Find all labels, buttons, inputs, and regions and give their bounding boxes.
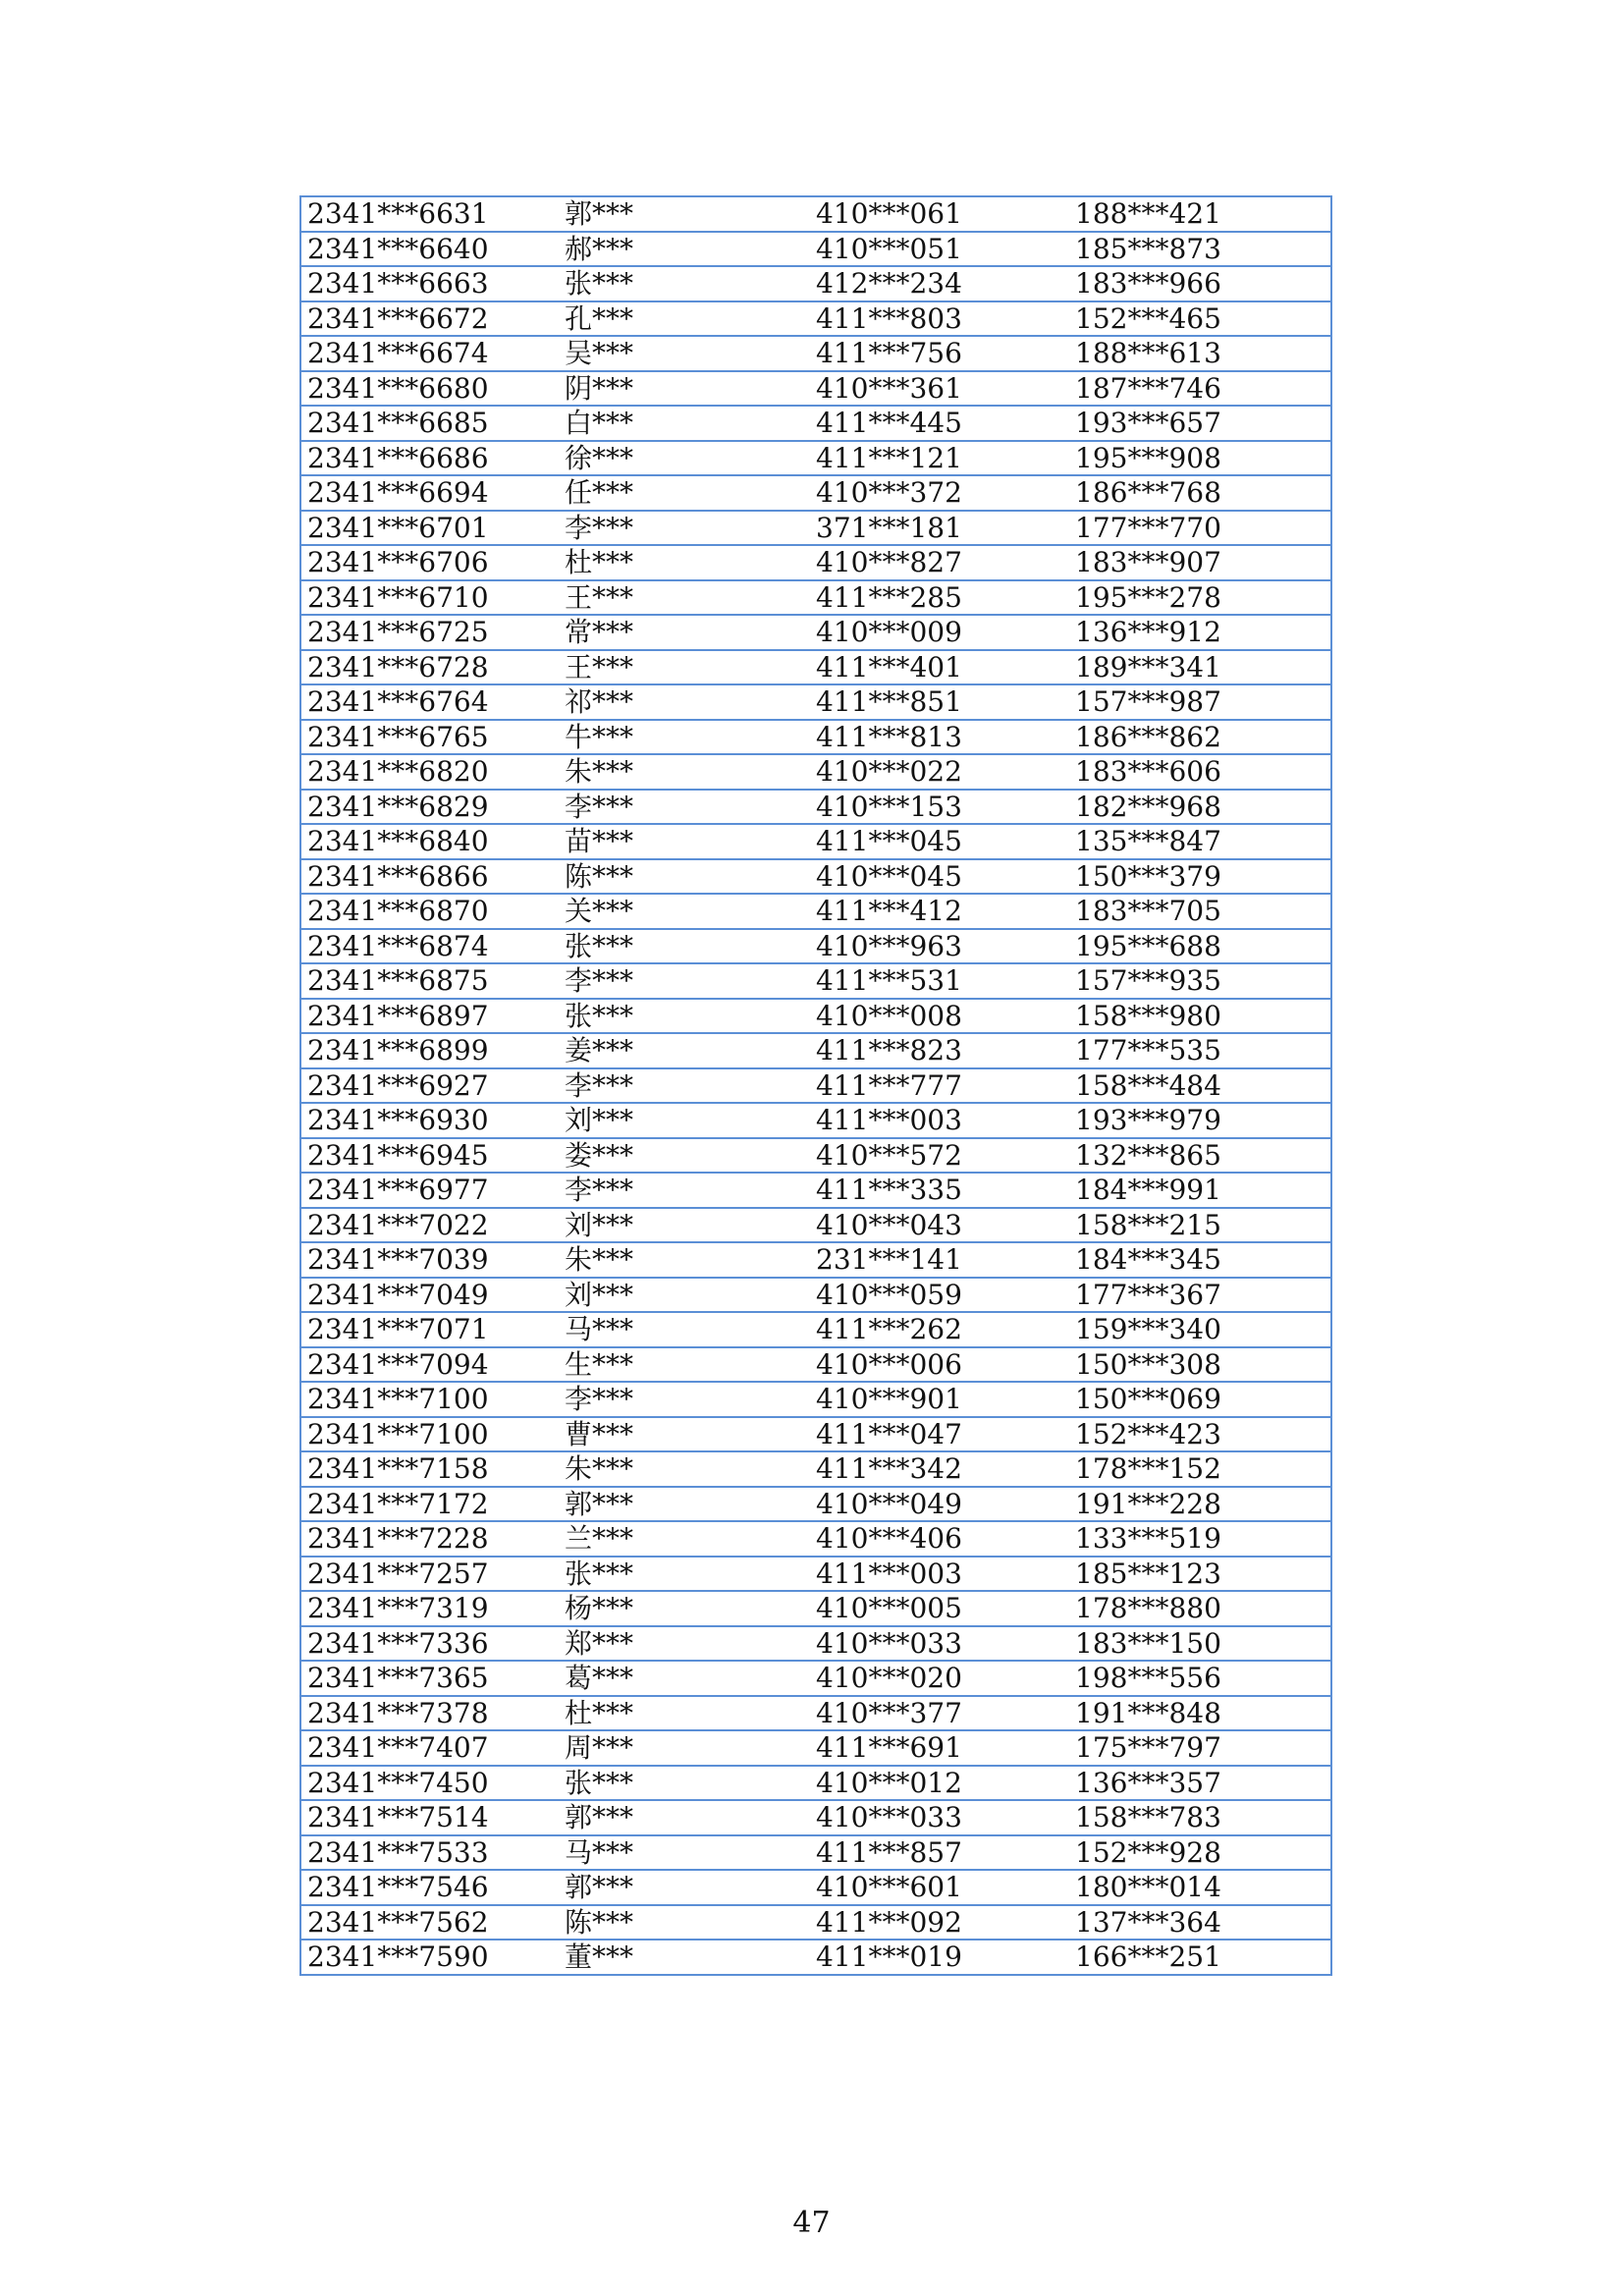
table-row [300,1487,1331,1522]
table-row [300,1766,1331,1801]
id-number-cell: 411***262 [810,1312,1069,1347]
id-number-cell: 410***361 [810,371,1069,407]
phone-cell: 193***657 [1069,406,1331,441]
phone-cell: 137***364 [1069,1905,1331,1941]
phone-cell: 185***873 [1069,232,1331,267]
table-row [300,1557,1331,1592]
student-id-cell: 2341***6866 [300,859,559,895]
student-id-cell: 2341***6686 [300,441,559,476]
phone-cell: 150***308 [1069,1347,1331,1383]
table-row [300,441,1331,476]
table-row [300,754,1331,790]
table-row [300,1870,1331,1905]
phone-cell: 159***340 [1069,1312,1331,1347]
student-id-cell: 2341***6870 [300,894,559,929]
phone-cell: 135***847 [1069,824,1331,859]
id-number-cell: 410***051 [810,232,1069,267]
student-id-cell: 2341***7049 [300,1278,559,1313]
phone-cell: 180***014 [1069,1870,1331,1905]
student-id-cell: 2341***6725 [300,615,559,650]
name-cell: 孔*** [559,301,810,337]
student-id-cell: 2341***7546 [300,1870,559,1905]
phone-cell: 178***880 [1069,1591,1331,1626]
phone-cell: 186***862 [1069,720,1331,755]
table-row [300,1347,1331,1383]
id-number-cell: 410***601 [810,1870,1069,1905]
id-number-cell: 411***335 [810,1173,1069,1208]
name-cell: 郝*** [559,232,810,267]
student-id-cell: 2341***6631 [300,196,559,232]
phone-cell: 195***688 [1069,929,1331,964]
table-row [300,1835,1331,1871]
name-cell: 王*** [559,650,810,685]
table-row [300,1417,1331,1452]
id-number-cell: 410***006 [810,1347,1069,1383]
student-id-cell: 2341***7450 [300,1766,559,1801]
student-id-cell: 2341***7407 [300,1730,559,1766]
name-cell: 朱*** [559,1242,810,1278]
id-number-cell: 410***049 [810,1487,1069,1522]
table-row [300,615,1331,650]
student-id-cell: 2341***6840 [300,824,559,859]
table-row [300,266,1331,301]
id-number-cell: 411***047 [810,1417,1069,1452]
student-id-cell: 2341***7336 [300,1626,559,1662]
id-number-cell: 411***823 [810,1033,1069,1068]
phone-cell: 150***069 [1069,1382,1331,1417]
id-number-cell: 411***045 [810,824,1069,859]
name-cell: 陈*** [559,1905,810,1941]
id-number-cell: 411***857 [810,1835,1069,1871]
name-cell: 张*** [559,999,810,1034]
id-number-cell: 231***141 [810,1242,1069,1278]
phone-cell: 157***987 [1069,684,1331,720]
name-cell: 祁*** [559,684,810,720]
phone-cell: 158***980 [1069,999,1331,1034]
table-row [300,580,1331,616]
name-cell: 周*** [559,1730,810,1766]
id-number-cell: 411***445 [810,406,1069,441]
name-cell: 葛*** [559,1661,810,1696]
student-id-cell: 2341***6977 [300,1173,559,1208]
name-cell: 兰*** [559,1521,810,1557]
name-cell: 杜*** [559,545,810,580]
phone-cell: 158***783 [1069,1800,1331,1835]
name-cell: 阴*** [559,371,810,407]
id-number-cell: 411***342 [810,1451,1069,1487]
phone-cell: 157***935 [1069,963,1331,999]
table-row [300,1661,1331,1696]
phone-cell: 191***228 [1069,1487,1331,1522]
name-cell: 张*** [559,266,810,301]
name-cell: 常*** [559,615,810,650]
name-cell: 郭*** [559,1800,810,1835]
name-cell: 苗*** [559,824,810,859]
student-id-cell: 2341***7158 [300,1451,559,1487]
student-id-cell: 2341***6765 [300,720,559,755]
table-row [300,929,1331,964]
name-cell: 郑*** [559,1626,810,1662]
table-row [300,1208,1331,1243]
id-number-cell: 410***963 [810,929,1069,964]
table-row [300,232,1331,267]
id-number-cell: 411***851 [810,684,1069,720]
phone-cell: 152***465 [1069,301,1331,337]
id-number-cell: 410***059 [810,1278,1069,1313]
id-number-cell: 410***045 [810,859,1069,895]
student-id-cell: 2341***6829 [300,790,559,825]
name-cell: 李*** [559,1173,810,1208]
id-number-cell: 410***033 [810,1800,1069,1835]
id-number-cell: 411***092 [810,1905,1069,1941]
phone-cell: 175***797 [1069,1730,1331,1766]
id-number-cell: 411***777 [810,1068,1069,1104]
id-number-cell: 411***756 [810,336,1069,371]
id-number-cell: 411***003 [810,1103,1069,1138]
table-row [300,406,1331,441]
student-id-cell: 2341***6680 [300,371,559,407]
table-row [300,1696,1331,1731]
id-number-cell: 410***901 [810,1382,1069,1417]
table-row [300,336,1331,371]
phone-cell: 184***345 [1069,1242,1331,1278]
id-number-cell: 411***401 [810,650,1069,685]
name-cell: 张*** [559,1766,810,1801]
phone-cell: 182***968 [1069,790,1331,825]
id-number-cell: 411***412 [810,894,1069,929]
id-number-cell: 410***377 [810,1696,1069,1731]
name-cell: 李*** [559,511,810,546]
table-row [300,1033,1331,1068]
id-number-cell: 411***803 [810,301,1069,337]
student-id-cell: 2341***7022 [300,1208,559,1243]
id-number-cell: 410***372 [810,475,1069,511]
name-cell: 刘*** [559,1278,810,1313]
name-cell: 张*** [559,1557,810,1592]
id-number-cell: 371***181 [810,511,1069,546]
table-container [299,195,1332,1976]
student-id-cell: 2341***7319 [300,1591,559,1626]
student-id-cell: 2341***6672 [300,301,559,337]
name-cell: 生*** [559,1347,810,1383]
table-row [300,196,1331,232]
student-id-cell: 2341***7172 [300,1487,559,1522]
phone-cell: 183***966 [1069,266,1331,301]
table-row [300,1173,1331,1208]
phone-cell: 158***484 [1069,1068,1331,1104]
phone-cell: 187***746 [1069,371,1331,407]
table-row [300,720,1331,755]
name-cell: 郭*** [559,1487,810,1522]
table-row [300,1591,1331,1626]
student-id-cell: 2341***7228 [300,1521,559,1557]
name-cell: 关*** [559,894,810,929]
id-number-cell: 411***531 [810,963,1069,999]
phone-cell: 184***991 [1069,1173,1331,1208]
name-cell: 吴*** [559,336,810,371]
student-id-cell: 2341***6694 [300,475,559,511]
name-cell: 陈*** [559,859,810,895]
name-cell: 徐*** [559,441,810,476]
student-id-cell: 2341***7590 [300,1940,559,1975]
table-row [300,1905,1331,1941]
table-row [300,1382,1331,1417]
name-cell: 娄*** [559,1138,810,1174]
student-id-cell: 2341***6930 [300,1103,559,1138]
name-cell: 朱*** [559,1451,810,1487]
phone-cell: 183***705 [1069,894,1331,929]
table-row [300,1312,1331,1347]
table-row [300,511,1331,546]
phone-cell: 178***152 [1069,1451,1331,1487]
student-id-cell: 2341***6820 [300,754,559,790]
student-id-cell: 2341***7100 [300,1417,559,1452]
student-id-cell: 2341***7071 [300,1312,559,1347]
name-cell: 郭*** [559,196,810,232]
table-row [300,1521,1331,1557]
name-cell: 杜*** [559,1696,810,1731]
name-cell: 王*** [559,580,810,616]
name-cell: 马*** [559,1312,810,1347]
id-number-cell: 410***005 [810,1591,1069,1626]
student-id-cell: 2341***6728 [300,650,559,685]
table-row [300,1068,1331,1104]
name-cell: 朱*** [559,754,810,790]
name-cell: 杨*** [559,1591,810,1626]
id-number-cell: 411***285 [810,580,1069,616]
student-id-cell: 2341***7100 [300,1382,559,1417]
id-number-cell: 411***003 [810,1557,1069,1592]
phone-cell: 152***423 [1069,1417,1331,1452]
phone-cell: 189***341 [1069,650,1331,685]
phone-cell: 158***215 [1069,1208,1331,1243]
phone-cell: 183***150 [1069,1626,1331,1662]
id-number-cell: 410***061 [810,196,1069,232]
name-cell: 刘*** [559,1103,810,1138]
table-row [300,859,1331,895]
phone-cell: 186***768 [1069,475,1331,511]
id-number-cell: 410***020 [810,1661,1069,1696]
name-cell: 刘*** [559,1208,810,1243]
student-id-cell: 2341***6874 [300,929,559,964]
phone-cell: 177***770 [1069,511,1331,546]
name-cell: 任*** [559,475,810,511]
name-cell: 白*** [559,406,810,441]
phone-cell: 193***979 [1069,1103,1331,1138]
phone-cell: 185***123 [1069,1557,1331,1592]
phone-cell: 177***535 [1069,1033,1331,1068]
table-row [300,824,1331,859]
name-cell: 李*** [559,1068,810,1104]
name-cell: 张*** [559,929,810,964]
table-row [300,1940,1331,1975]
student-id-cell: 2341***6899 [300,1033,559,1068]
student-id-cell: 2341***7533 [300,1835,559,1871]
phone-cell: 183***606 [1069,754,1331,790]
id-number-cell: 410***022 [810,754,1069,790]
phone-cell: 177***367 [1069,1278,1331,1313]
student-id-cell: 2341***7257 [300,1557,559,1592]
phone-cell: 132***865 [1069,1138,1331,1174]
student-id-cell: 2341***6875 [300,963,559,999]
name-cell: 姜*** [559,1033,810,1068]
name-cell: 董*** [559,1940,810,1975]
phone-cell: 150***379 [1069,859,1331,895]
phone-cell: 136***357 [1069,1766,1331,1801]
table-row [300,684,1331,720]
student-id-cell: 2341***6706 [300,545,559,580]
name-cell: 马*** [559,1835,810,1871]
id-number-cell: 411***121 [810,441,1069,476]
student-id-cell: 2341***7378 [300,1696,559,1731]
id-number-cell: 410***572 [810,1138,1069,1174]
table-row [300,1626,1331,1662]
table-row [300,371,1331,407]
student-id-cell: 2341***6945 [300,1138,559,1174]
id-number-cell: 410***153 [810,790,1069,825]
table-row [300,963,1331,999]
table-row [300,1278,1331,1313]
student-id-cell: 2341***7514 [300,1800,559,1835]
phone-cell: 195***278 [1069,580,1331,616]
table-row [300,1451,1331,1487]
name-cell: 李*** [559,1382,810,1417]
student-id-cell: 2341***6710 [300,580,559,616]
id-number-cell: 411***813 [810,720,1069,755]
table-row [300,475,1331,511]
student-id-cell: 2341***6640 [300,232,559,267]
id-number-cell: 411***019 [810,1940,1069,1975]
name-cell: 李*** [559,790,810,825]
id-number-cell: 412***234 [810,266,1069,301]
id-number-cell: 411***691 [810,1730,1069,1766]
id-number-cell: 410***043 [810,1208,1069,1243]
table-row [300,790,1331,825]
table-row [300,894,1331,929]
phone-cell: 166***251 [1069,1940,1331,1975]
student-id-cell: 2341***6927 [300,1068,559,1104]
student-id-cell: 2341***6701 [300,511,559,546]
table-row [300,1730,1331,1766]
student-id-cell: 2341***6685 [300,406,559,441]
table-row [300,1138,1331,1174]
table-body [300,196,1331,1975]
student-id-cell: 2341***6764 [300,684,559,720]
id-number-cell: 410***406 [810,1521,1069,1557]
id-number-cell: 410***033 [810,1626,1069,1662]
phone-cell: 191***848 [1069,1696,1331,1731]
student-id-cell: 2341***6674 [300,336,559,371]
id-number-cell: 410***008 [810,999,1069,1034]
table-row [300,999,1331,1034]
student-id-cell: 2341***7039 [300,1242,559,1278]
table-row [300,301,1331,337]
table-row [300,1103,1331,1138]
phone-cell: 152***928 [1069,1835,1331,1871]
table-row [300,1242,1331,1278]
student-id-cell: 2341***7094 [300,1347,559,1383]
id-number-cell: 410***012 [810,1766,1069,1801]
phone-cell: 183***907 [1069,545,1331,580]
id-number-cell: 410***009 [810,615,1069,650]
student-id-cell: 2341***6663 [300,266,559,301]
id-number-cell: 410***827 [810,545,1069,580]
name-cell: 牛*** [559,720,810,755]
phone-cell: 188***613 [1069,336,1331,371]
student-id-cell: 2341***7365 [300,1661,559,1696]
roster-table [299,195,1332,1976]
name-cell: 曹*** [559,1417,810,1452]
page-number: 47 [792,2206,831,2240]
phone-cell: 133***519 [1069,1521,1331,1557]
table-row [300,650,1331,685]
phone-cell: 136***912 [1069,615,1331,650]
student-id-cell: 2341***6897 [300,999,559,1034]
table-row [300,545,1331,580]
phone-cell: 195***908 [1069,441,1331,476]
phone-cell: 188***421 [1069,196,1331,232]
table-row [300,1800,1331,1835]
phone-cell: 198***556 [1069,1661,1331,1696]
name-cell: 郭*** [559,1870,810,1905]
name-cell: 李*** [559,963,810,999]
student-id-cell: 2341***7562 [300,1905,559,1941]
